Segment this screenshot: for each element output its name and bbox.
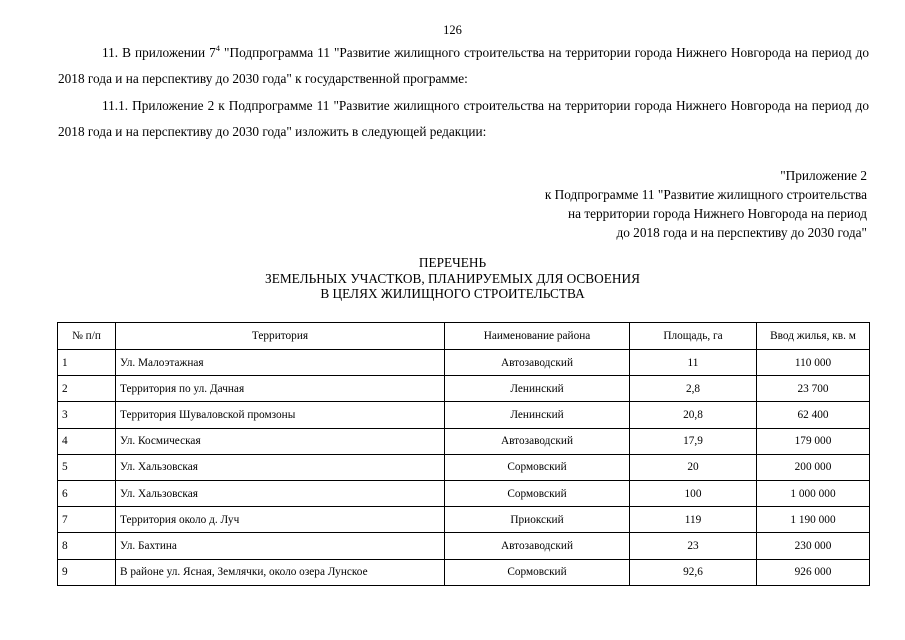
cell-number: 1 (58, 350, 116, 376)
cell-housing: 23 700 (757, 376, 870, 402)
cell-territory: Ул. Хальзовская (116, 480, 445, 506)
cell-housing: 1 190 000 (757, 507, 870, 533)
column-header-housing: Ввод жилья, кв. м (757, 323, 870, 350)
cell-number: 2 (58, 376, 116, 402)
cell-housing: 1 000 000 (757, 480, 870, 506)
table-row (58, 350, 870, 376)
cell-district: Автозаводский (445, 428, 630, 454)
list-title-line: В ЦЕЛЯХ ЖИЛИЩНОГО СТРОИТЕЛЬСТВА (320, 286, 585, 301)
appendix-header-line: на территории города Нижнего Новгорода на период (567, 206, 867, 221)
cell-area: 11 (630, 350, 757, 376)
cell-housing: 230 000 (757, 533, 870, 559)
table-row (58, 402, 870, 428)
cell-territory: Территория Шуваловской промзоны (116, 402, 445, 428)
table-row (58, 559, 870, 585)
cell-area: 20 (630, 454, 757, 480)
cell-housing: 926 000 (757, 559, 870, 585)
cell-territory: Ул. Хальзовская (116, 454, 445, 480)
cell-area: 23 (630, 533, 757, 559)
cell-area: 92,6 (630, 559, 757, 585)
cell-district: Сормовский (445, 454, 630, 480)
cell-territory: Ул. Космическая (116, 428, 445, 454)
list-title (0, 255, 905, 302)
cell-area: 119 (630, 507, 757, 533)
table-row (58, 428, 870, 454)
table-header-row (58, 323, 870, 350)
cell-territory: Ул. Малоэтажная (116, 350, 445, 376)
cell-number: 3 (58, 402, 116, 428)
cell-territory: Территория около д. Луч (116, 507, 445, 533)
appendix-header-line: "Приложение 2 (780, 168, 867, 183)
cell-territory: В районе ул. Ясная, Землячки, около озера Лунское (116, 559, 445, 585)
cell-housing: 179 000 (757, 428, 870, 454)
cell-housing: 110 000 (757, 350, 870, 376)
table-row (58, 507, 870, 533)
list-title-line: ПЕРЕЧЕНЬ (418, 255, 487, 270)
cell-housing: 200 000 (757, 454, 870, 480)
paragraph-11-text-end: "Подпрограмма 11 "Развитие жилищного строительства на территории города Нижнего Новгорода на период до 2018 года и на перспективу до 2030 года" к государственной программе: (58, 45, 870, 86)
cell-district: Автозаводский (445, 350, 630, 376)
table-row (58, 480, 870, 506)
land-plots-table (57, 322, 870, 586)
cell-number: 8 (58, 533, 116, 559)
page-number: 126 (443, 23, 462, 37)
appendix-header-line: к Подпрограмме 11 "Развитие жилищного строительства (544, 187, 867, 202)
paragraph-item-11 (58, 40, 869, 92)
cell-district: Автозаводский (445, 533, 630, 559)
cell-area: 20,8 (630, 402, 757, 428)
cell-territory: Ул. Бахтина (116, 533, 445, 559)
appendix-header (545, 166, 867, 242)
appendix-header-line: до 2018 года и на перспективу до 2030 года" (616, 225, 867, 240)
cell-district: Сормовский (445, 559, 630, 585)
paragraph-item-11-1: 11.1. Приложение 2 к Подпрограмме 11 "Развитие жилищного строительства на территории города Нижнего Новгорода на период до 2018 года и на перспективу до 2030 года" изложить в следующей редакции: (58, 98, 869, 139)
table-row (58, 376, 870, 402)
cell-number: 6 (58, 480, 116, 506)
cell-district: Ленинский (445, 376, 630, 402)
cell-number: 7 (58, 507, 116, 533)
table-row (58, 533, 870, 559)
appendix-superscript: 4 (215, 43, 221, 53)
column-header-territory: Территория (116, 323, 445, 350)
cell-district: Ленинский (445, 402, 630, 428)
cell-number: 9 (58, 559, 116, 585)
paragraph-11-text-start: 11. В приложении 7 (102, 45, 216, 60)
cell-number: 5 (58, 454, 116, 480)
list-title-line: ЗЕМЕЛЬНЫХ УЧАСТКОВ, ПЛАНИРУЕМЫХ ДЛЯ ОСВОЕНИЯ (265, 270, 640, 286)
cell-territory: Территория по ул. Дачная (116, 376, 445, 402)
cell-area: 2,8 (630, 376, 757, 402)
cell-district: Приокский (445, 507, 630, 533)
table-row (58, 454, 870, 480)
column-header-area: Площадь, га (630, 323, 757, 350)
cell-housing: 62 400 (757, 402, 870, 428)
cell-area: 100 (630, 480, 757, 506)
cell-district: Сормовский (445, 480, 630, 506)
column-header-number: № п/п (58, 323, 116, 350)
cell-area: 17,9 (630, 428, 757, 454)
cell-number: 4 (58, 428, 116, 454)
column-header-district: Наименование района (445, 323, 630, 350)
